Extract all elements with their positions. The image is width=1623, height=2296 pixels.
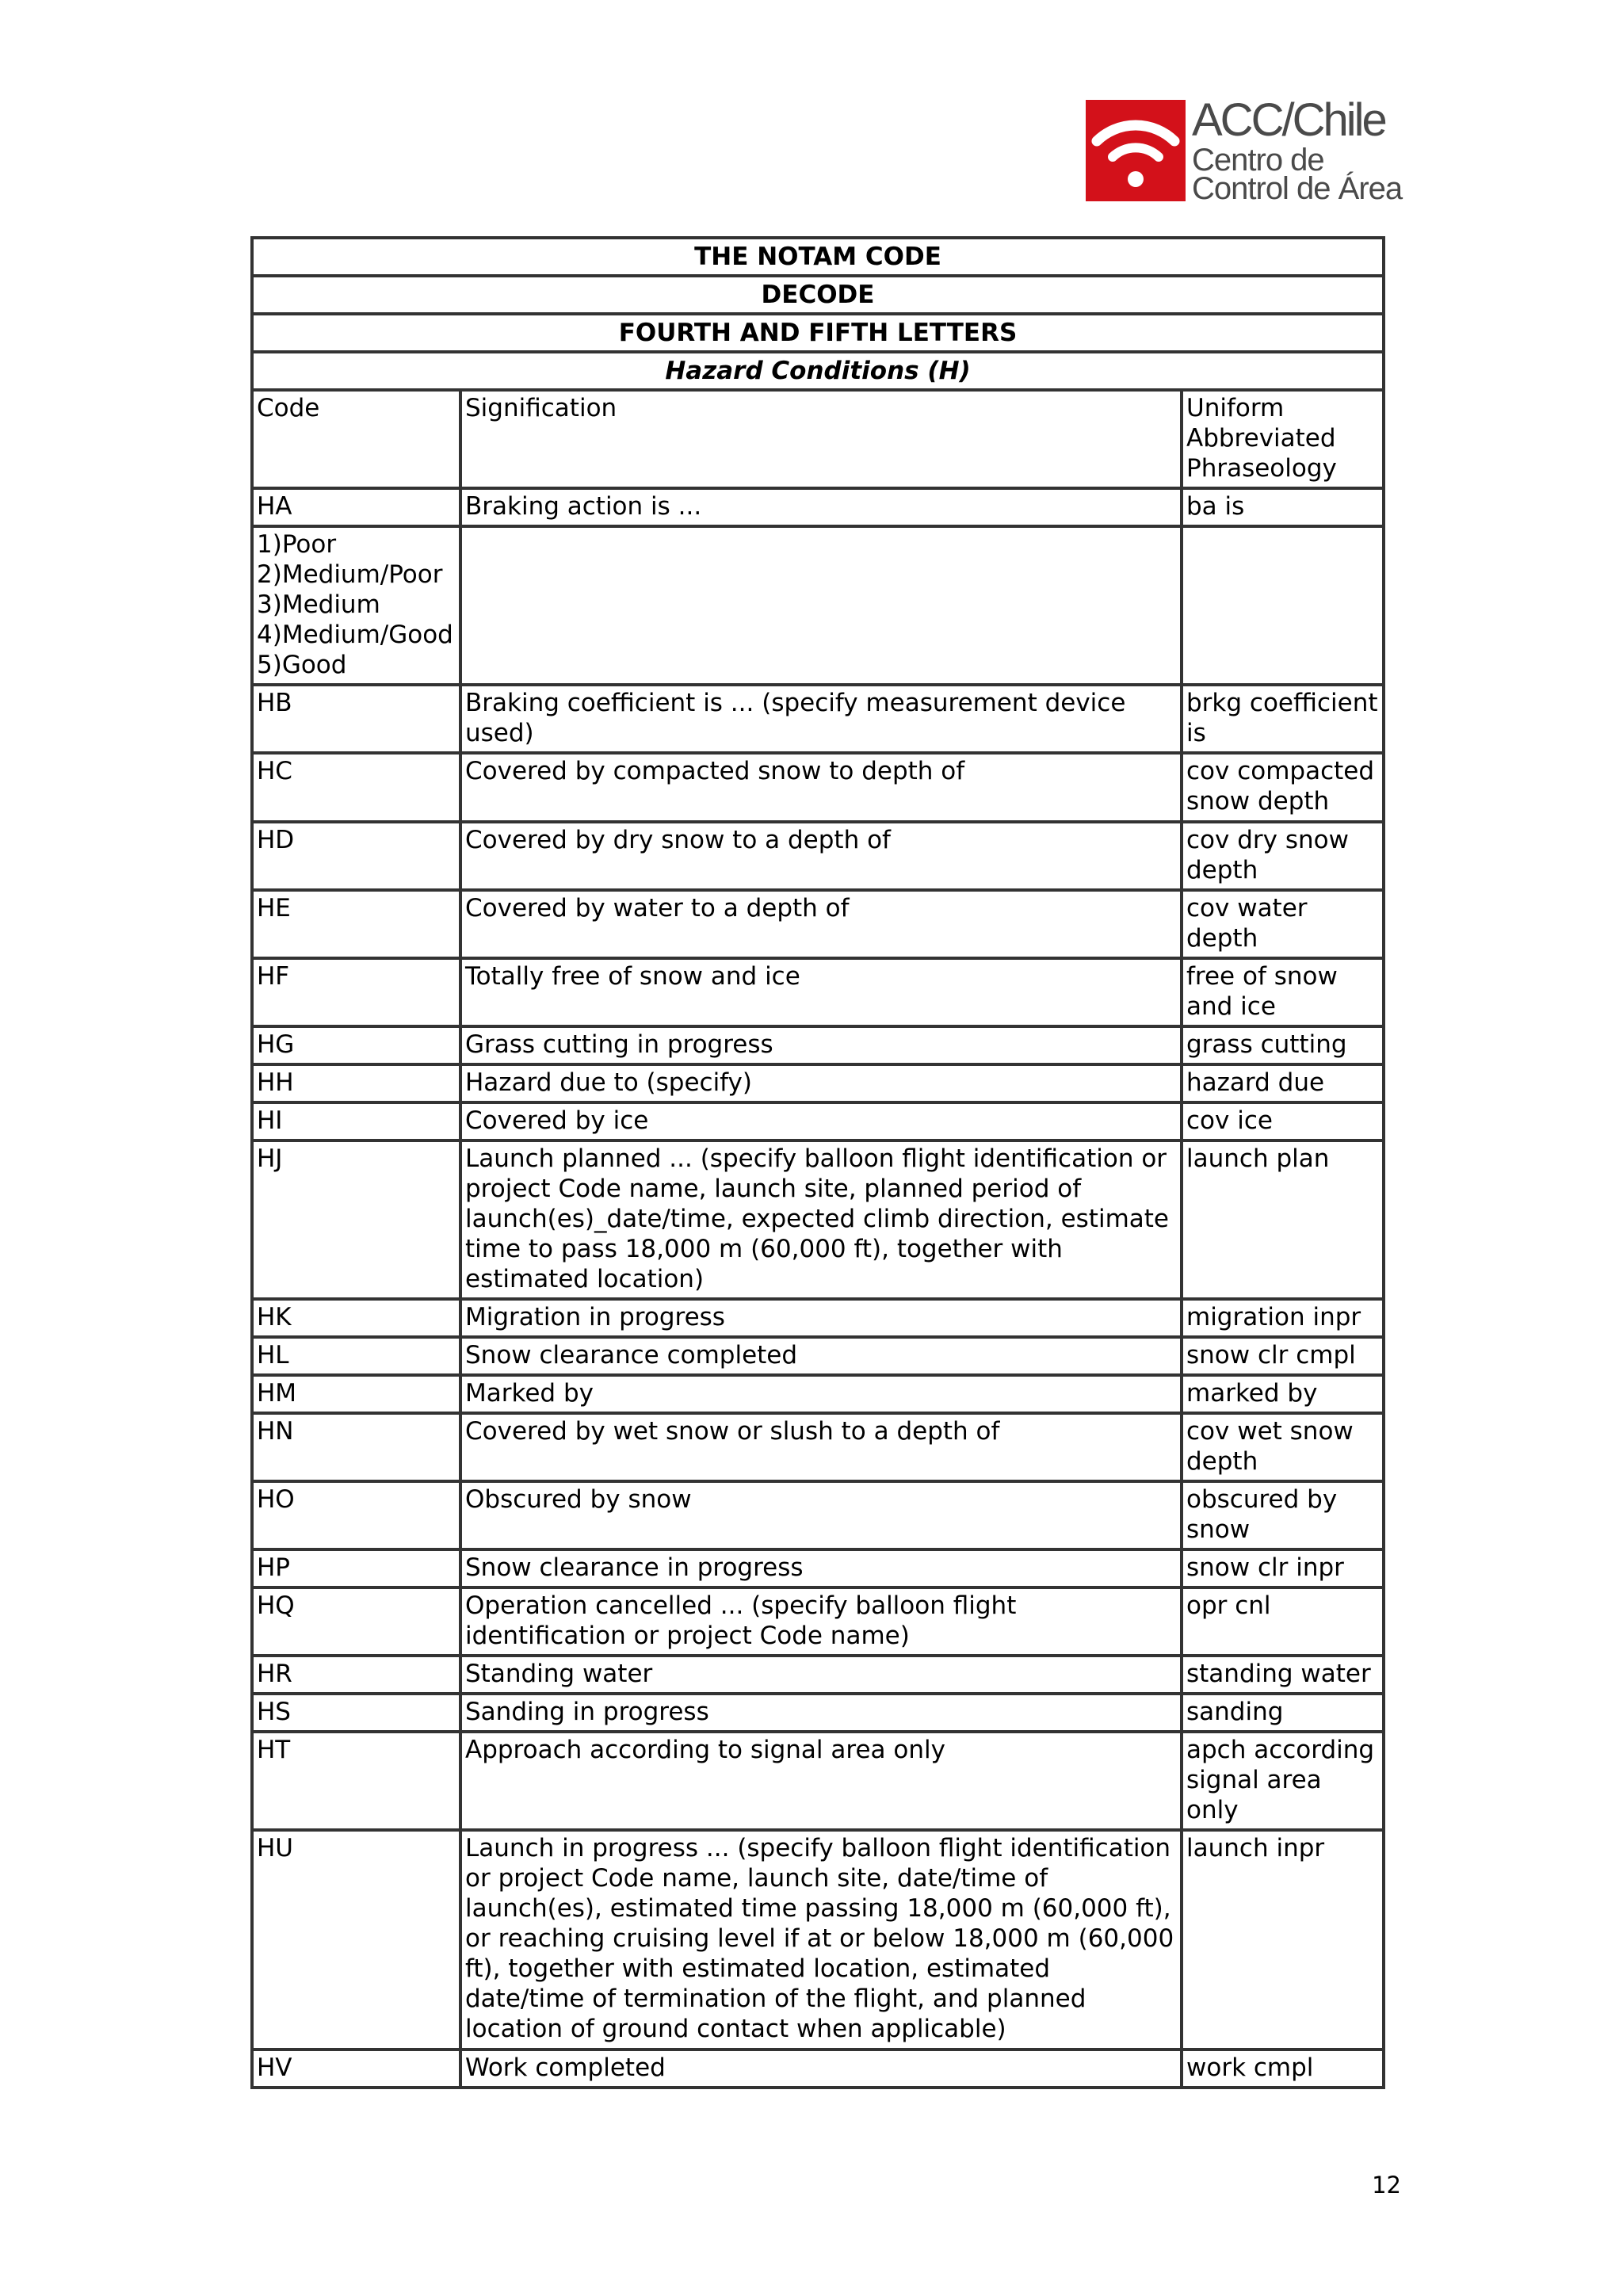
notam-code-table xyxy=(250,236,1385,2089)
cell-signification: Covered by water to a depth of xyxy=(460,890,1182,958)
cell-code: HO xyxy=(252,1481,460,1549)
cell-code: HE xyxy=(252,890,460,958)
table-section: FOURTH AND FIFTH LETTERS xyxy=(252,314,1384,352)
cell-phraseology: cov water depth xyxy=(1182,890,1384,958)
cell-code: HN xyxy=(252,1413,460,1481)
logo-title: ACC/Chile xyxy=(1192,94,1385,146)
cell-signification: Braking coefficient is ... (specify measurement device used) xyxy=(460,685,1182,753)
cell-code: HD xyxy=(252,822,460,890)
cell-phraseology: cov dry snow depth xyxy=(1182,822,1384,890)
logo-subtitle-line2: Control de Área xyxy=(1192,171,1403,206)
cell-phraseology: launch plan xyxy=(1182,1140,1384,1299)
table-row xyxy=(252,1656,1384,1694)
table-row xyxy=(252,1064,1384,1102)
cell-signification: Marked by xyxy=(460,1375,1182,1413)
cell-phraseology: free of snow and ice xyxy=(1182,958,1384,1026)
logo-subtitle-line1: Centro de xyxy=(1192,143,1324,178)
cell-signification: Braking action is ... xyxy=(460,488,1182,526)
table-row xyxy=(252,1299,1384,1337)
cell-code: HI xyxy=(252,1102,460,1140)
table-row xyxy=(252,488,1384,526)
cell-code: HF xyxy=(252,958,460,1026)
cell-phraseology: cov ice xyxy=(1182,1102,1384,1140)
table-row xyxy=(252,1830,1384,2049)
cell-phraseology: obscured by snow xyxy=(1182,1481,1384,1549)
cell-code: HS xyxy=(252,1694,460,1732)
cell-code: HJ xyxy=(252,1140,460,1299)
cell-phraseology: work cmpl xyxy=(1182,2050,1384,2088)
wifi-signal-icon xyxy=(1086,100,1186,201)
cell-phraseology: migration inpr xyxy=(1182,1299,1384,1337)
cell-signification: Operation cancelled ... (specify balloon flight identification or project Code name) xyxy=(460,1587,1182,1656)
table-row xyxy=(252,753,1384,821)
cell-phraseology: hazard due xyxy=(1182,1064,1384,1102)
table-title: THE NOTAM CODE xyxy=(252,238,1384,276)
cell-code: HL xyxy=(252,1337,460,1375)
column-header-phraseology: Uniform Abbreviated Phraseology xyxy=(1182,390,1384,488)
cell-signification: Grass cutting in progress xyxy=(460,1026,1182,1064)
cell-code: HV xyxy=(252,2050,460,2088)
table-row xyxy=(252,1549,1384,1587)
table-row xyxy=(252,890,1384,958)
table-row xyxy=(252,2050,1384,2088)
page-number: 12 xyxy=(1372,2172,1401,2199)
column-header-row xyxy=(252,390,1384,488)
cell-code: HT xyxy=(252,1732,460,1830)
cell-code: HR xyxy=(252,1656,460,1694)
cell-signification: Covered by wet snow or slush to a depth of xyxy=(460,1413,1182,1481)
cell-signification: Launch planned ... (specify balloon flight identification or project Code name, launch site, planned period of launch(es)_date/time, expected climb direction, estimate time to pass 18,000 m (60,000 ft), together with estimated location) xyxy=(460,1140,1182,1299)
table-row xyxy=(252,526,1384,685)
table-row xyxy=(252,1481,1384,1549)
cell-phraseology: ba is xyxy=(1182,488,1384,526)
cell-signification: Sanding in progress xyxy=(460,1694,1182,1732)
column-header-code: Code xyxy=(252,390,460,488)
cell-signification: Covered by dry snow to a depth of xyxy=(460,822,1182,890)
cell-code: HQ xyxy=(252,1587,460,1656)
cell-phraseology xyxy=(1182,526,1384,685)
cell-phraseology: snow clr inpr xyxy=(1182,1549,1384,1587)
table-row xyxy=(252,1587,1384,1656)
cell-phraseology: cov wet snow depth xyxy=(1182,1413,1384,1481)
cell-phraseology: cov compacted snow depth xyxy=(1182,753,1384,821)
cell-code: HU xyxy=(252,1830,460,2049)
cell-signification: Snow clearance completed xyxy=(460,1337,1182,1375)
cell-code: HK xyxy=(252,1299,460,1337)
column-header-signification: Signification xyxy=(460,390,1182,488)
table-row xyxy=(252,1694,1384,1732)
cell-signification: Covered by ice xyxy=(460,1102,1182,1140)
cell-signification: Standing water xyxy=(460,1656,1182,1694)
cell-signification xyxy=(460,526,1182,685)
table-row xyxy=(252,958,1384,1026)
cell-signification: Snow clearance in progress xyxy=(460,1549,1182,1587)
cell-signification: Covered by compacted snow to depth of xyxy=(460,753,1182,821)
acc-chile-logo xyxy=(1086,94,1403,206)
cell-code: HA xyxy=(252,488,460,526)
cell-phraseology: grass cutting xyxy=(1182,1026,1384,1064)
table-row xyxy=(252,1140,1384,1299)
cell-signification: Work completed xyxy=(460,2050,1182,2088)
table-row xyxy=(252,685,1384,753)
cell-code: HG xyxy=(252,1026,460,1064)
cell-code: 1)Poor 2)Medium/Poor 3)Medium 4)Medium/Good 5)Good xyxy=(252,526,460,685)
cell-signification: Approach according to signal area only xyxy=(460,1732,1182,1830)
cell-phraseology: opr cnl xyxy=(1182,1587,1384,1656)
table-subtitle: DECODE xyxy=(252,276,1384,314)
table-row xyxy=(252,1732,1384,1830)
cell-signification: Migration in progress xyxy=(460,1299,1182,1337)
table-category: Hazard Conditions (H) xyxy=(252,352,1384,390)
cell-code: HC xyxy=(252,753,460,821)
cell-phraseology: brkg coefficient is xyxy=(1182,685,1384,753)
cell-signification: Totally free of snow and ice xyxy=(460,958,1182,1026)
table-row xyxy=(252,1337,1384,1375)
cell-code: HB xyxy=(252,685,460,753)
table-row xyxy=(252,1026,1384,1064)
cell-signification: Launch in progress ... (specify balloon flight identification or project Code name, launch site, date/time of launch(es), estimated time passing 18,000 m (60,000 ft), or reaching cruising level if at or below 18,000 m (60,000 ft), together with estimated location, estimated date/time of termination of the flight, and planned location of ground contact when applicable) xyxy=(460,1830,1182,2049)
cell-phraseology: launch inpr xyxy=(1182,1830,1384,2049)
table-row xyxy=(252,1413,1384,1481)
cell-phraseology: snow clr cmpl xyxy=(1182,1337,1384,1375)
table-row xyxy=(252,1375,1384,1413)
cell-phraseology: sanding xyxy=(1182,1694,1384,1732)
cell-phraseology: marked by xyxy=(1182,1375,1384,1413)
table-row xyxy=(252,822,1384,890)
cell-code: HM xyxy=(252,1375,460,1413)
cell-code: HP xyxy=(252,1549,460,1587)
table-row xyxy=(252,1102,1384,1140)
cell-phraseology: apch according signal area only xyxy=(1182,1732,1384,1830)
cell-phraseology: standing water xyxy=(1182,1656,1384,1694)
cell-code: HH xyxy=(252,1064,460,1102)
cell-signification: Hazard due to (specify) xyxy=(460,1064,1182,1102)
logo-emblem xyxy=(1086,100,1186,201)
cell-signification: Obscured by snow xyxy=(460,1481,1182,1549)
